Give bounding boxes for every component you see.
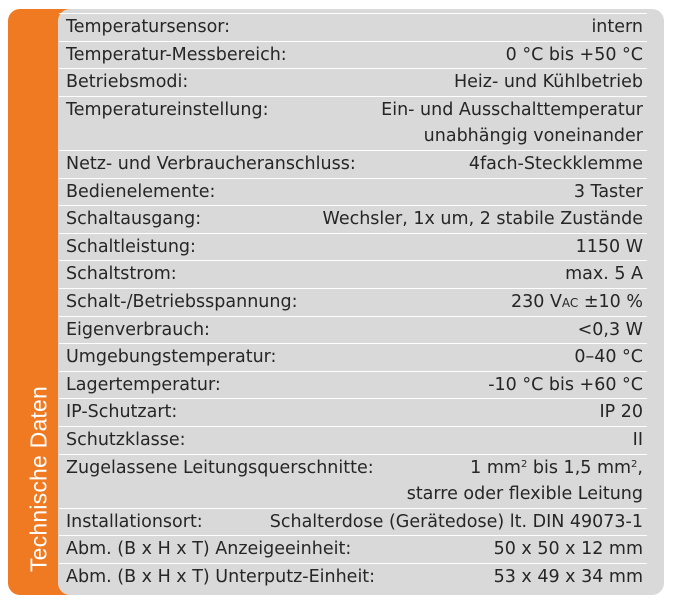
spec-value [511,289,643,317]
spec-label: Umgebungstemperatur: [66,347,277,368]
spec-row-schutzklasse [59,427,647,455]
spec-row-schaltstrom [59,261,647,289]
spec-value: 53 x 49 x 34 mm [493,566,643,587]
spec-row-abm-anzeigeeinheit [59,536,647,564]
spec-value-main: 230 V [510,291,562,312]
spec-row-schaltleistung [59,234,647,262]
spec-table [59,13,647,590]
spec-row-messbereich [59,42,647,70]
spec-value: -10 °C bis +60 °C [488,374,643,395]
spec-label: IP-Schutzart: [66,402,178,423]
spec-value: <0,3 W [577,319,643,340]
spec-label: Eigenverbrauch: [66,319,210,340]
spec-value: Schalterdose (Gerätedose) lt. DIN 49073-1 [269,511,643,532]
spec-label: Temperatursensor: [66,17,231,37]
spec-row-leitungsquerschnitte [59,455,647,509]
spec-row-ip-schutzart [59,399,647,427]
spec-label: Abm. (B x H x T) Anzeigeeinheit: [66,539,352,560]
spec-value-line2: starre oder flexible Leitung [406,484,643,505]
spec-label: Schalt-/Betriebsspannung: [66,291,298,312]
spec-value [470,455,643,482]
spec-row-temperatureinstellung [59,97,647,151]
spec-value: 3 Taster [573,181,643,202]
spec-value: max. 5 A [565,264,643,285]
spec-row-installationsort [59,509,647,537]
spec-value: Heiz- und Kühlbetrieb [453,72,643,93]
spec-label: Zugelassene Leitungsquerschnitte: [66,457,374,478]
spec-value: 0 °C bis +50 °C [505,44,643,65]
spec-row-betriebsmodi [59,69,647,97]
spec-value-part-c: , [637,457,643,478]
spec-label: Temperatur-Messbereich: [66,44,287,65]
spec-row-umgebungstemperatur [59,344,647,372]
side-title: Technische Daten [25,385,52,573]
spec-value: IP 20 [599,402,643,423]
spec-label: Temperatureinstellung: [66,99,269,120]
spec-value: 1150 W [575,236,643,257]
spec-row-lagertemperatur [59,372,647,400]
spec-label: Netz- und Verbraucheranschluss: [66,153,356,174]
spec-value-tolerance: ±10 % [578,291,643,312]
spec-value: Wechsler, 1x um, 2 stabile Zustände [322,209,643,230]
spec-label: Schaltstrom: [66,264,177,285]
spec-label: Abm. (B x H x T) Unterputz-Einheit: [66,566,376,587]
spec-label: Schaltausgang: [66,209,202,230]
spec-value: 4fach-Steckklemme [468,153,643,174]
spec-row-eigenverbrauch [59,317,647,345]
spec-label: Bedienelemente: [66,181,216,202]
superscript: 2 [631,458,638,470]
spec-value-subscript: AC [561,295,579,310]
spec-label: Lagertemperatur: [66,374,221,395]
spec-row-temperatursensor [59,14,647,42]
spec-row-abm-unterputz [59,564,647,591]
spec-value: 0–40 °C [574,347,643,368]
spec-value: Ein- und Ausschalttemperatur [381,99,643,120]
spec-value-part-a: 1 mm [470,457,521,478]
spec-row-schaltausgang [59,206,647,234]
spec-label: Schaltleistung: [66,236,196,257]
spec-row-bedienelemente [59,179,647,207]
spec-row-spannung [59,289,647,317]
spec-row-anschluss [59,151,647,179]
spec-value-part-b: bis 1,5 mm [527,457,632,478]
spec-value: intern [591,17,643,37]
superscript: 2 [520,458,528,470]
spec-label: Installationsort: [66,511,203,532]
spec-value-line2: unabhängig voneinander [423,126,643,147]
spec-value: II [632,429,643,450]
spec-label: Schutzklasse: [66,429,186,450]
spec-value: 50 x 50 x 12 mm [493,539,643,560]
spec-label: Betriebsmodi: [66,72,189,93]
